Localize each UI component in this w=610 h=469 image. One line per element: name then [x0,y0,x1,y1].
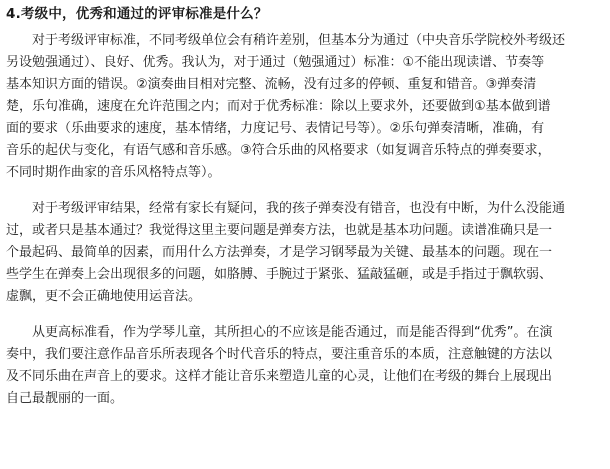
paragraph-results [6,198,604,308]
paragraph-line: 过，或者只是基本通过？我觉得这里主要问题是弹奏方法，也就是基本功问题。读谱准确只是一 [6,223,553,238]
paragraph-line: 自己最靓丽的一面。 [6,391,124,406]
paragraph-gap [6,184,604,198]
paragraph-line: 音乐的起伏与变化，有语气感和音乐感。③符合乐曲的风格要求（如复调音乐特点的弹奏要求， [6,143,551,158]
paragraph-standards [6,30,604,184]
paragraph-line: 对于考级评审结果，经常有家长有疑问，我的孩子弹奏没有错音，也没有中断，为什么没能通 [32,201,566,216]
paragraph-higher-standard [6,322,604,410]
paragraph-line: 虚飘，更不会正确地使用运音法。 [6,289,202,304]
paragraph-line: 些学生在弹奏上会出现很多的问题，如胳膊、手腕过于紧张、猛敲猛砸，或是手指过于飘软弱、 [6,267,553,282]
paragraph-line: 个最起码、最简单的因素，而用什么方法弹奏，才是学习钢琴最为关键、最基本的问题。现在一 [6,245,553,260]
paragraph-line: 不同时期作曲家的音乐风格特点等）。 [6,165,221,180]
paragraph-line: 面的要求（乐曲要求的速度，基本情绪，力度记号、表情记号等）。②乐句弹奏清晰，准确，有 [6,121,545,136]
paragraph-line: 奏中，我们要注意作品音乐所表现各个时代音乐的特点，要注重音乐的本质，注意触键的方法以 [6,347,553,362]
paragraph-line: 基本知识方面的错误。②演奏曲目相对完整、流畅，没有过多的停顿、重复和错音。③弹奏清 [6,77,537,92]
paragraph-line: 楚，乐句准确，速度在允许范围之内；而对于优秀标准：除以上要求外，还要做到①基本做到谱 [6,99,551,114]
paragraph-line: 从更高标准看，作为学琴儿童，其所担心的不应该是能否通过，而是能否得到“优秀”。在演 [32,325,553,340]
paragraph-line: 另设勉强通过）、良好、优秀。我认为，对于通过（勉强通过）标准：①不能出现读谱、节奏等 [6,55,545,70]
paragraph-line: 对于考级评审标准，不同考级单位会有稍许差别，但基本分为通过（中央音乐学院校外考级还 [32,33,566,48]
paragraph-line: 及不同乐曲在声音上的要求。这样才能让音乐来塑造儿童的心灵，让他们在考级的舞台上展现出 [6,369,553,384]
paragraph-gap [6,308,604,322]
question-heading: 4.考级中，优秀和通过的评审标准是什么？ [6,6,268,22]
